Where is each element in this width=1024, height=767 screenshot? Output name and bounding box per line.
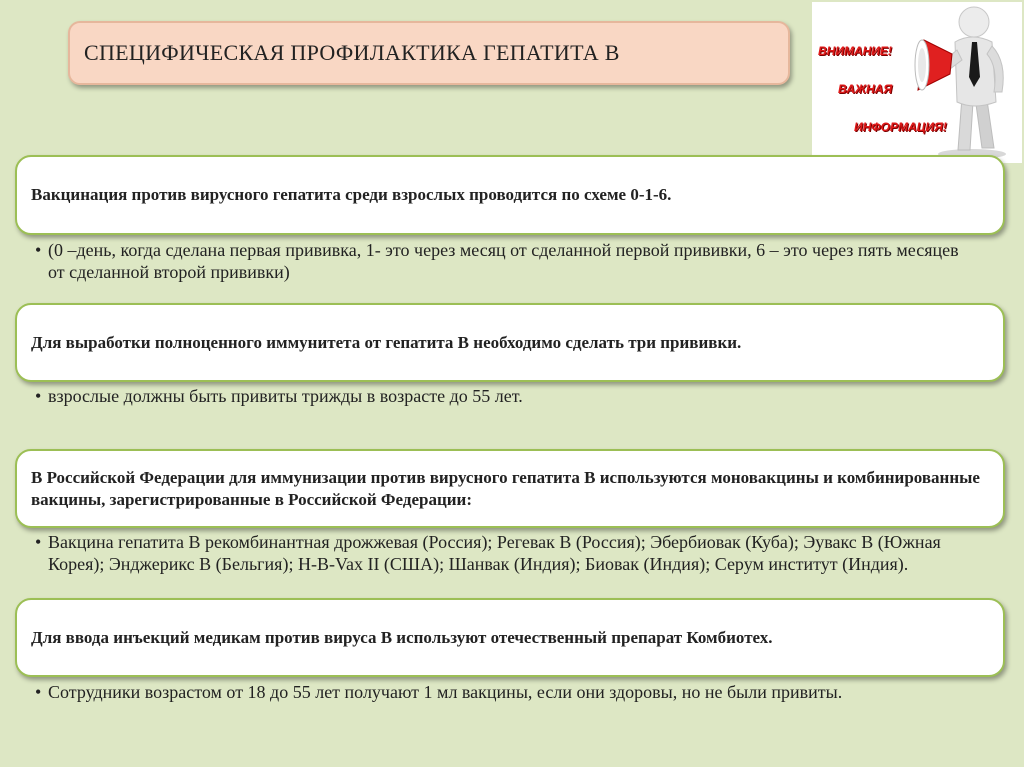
bullet-dot: • <box>35 240 42 260</box>
section-3-bullet <box>35 531 978 575</box>
warning-word-3: ИНФОРМАЦИЯ! <box>854 120 947 134</box>
section-4-bullet-text: Сотрудники возрастом от 18 до 55 лет получают 1 мл вакцины, если они здоровы, но не были привиты. <box>48 682 843 702</box>
bullet-dot: • <box>35 682 42 702</box>
section-1-heading: Вакцинация против вирусного гепатита среди взрослых проводится по схеме 0-1-6. <box>31 185 672 204</box>
bullet-dot: • <box>35 532 42 552</box>
section-4-heading: Для ввода инъекций медикам против вируса В используют отечественный препарат Комбиотех. <box>31 627 773 647</box>
section-1-bullet-text: (0 –день, когда сделана первая прививка, 1- это через месяц от сделанной первой прививки, 6 – это через пять месяцев от сделанной второй прививки) <box>48 240 959 282</box>
section-1-bullet <box>35 239 978 283</box>
section-4-bullet <box>35 681 978 703</box>
warning-illustration <box>812 2 1022 163</box>
section-4-heading-box <box>15 598 1005 677</box>
section-2-bullet-text: взрослые должны быть привиты трижды в возрасте до 55 лет. <box>48 386 523 406</box>
section-1-heading-box <box>15 155 1005 235</box>
section-2-bullet <box>35 385 978 407</box>
bullet-dot: • <box>35 386 42 406</box>
title-box <box>68 21 790 85</box>
section-2-heading-box <box>15 303 1005 382</box>
section-3-bullet-text: Вакцина гепатита В рекомбинантная дрожжевая (Россия); Регевак В (Россия); Эбербиовак (Куба); Эувакс В (Южная Корея); Энджерикс В (Бельгия); H-B-Vax II (США); Шанвак (Индия); Биовак (Индия); Серум институт (Индия). <box>48 532 941 574</box>
slide-title: СПЕЦИФИЧЕСКАЯ ПРОФИЛАКТИКА ГЕПАТИТА В <box>84 40 620 65</box>
section-2-heading: Для выработки полноценного иммунитета от гепатита В необходимо сделать три прививки. <box>31 332 742 352</box>
warning-word-2: ВАЖНАЯ <box>838 82 893 96</box>
warning-word-1: ВНИМАНИЕ! <box>818 44 892 58</box>
section-3-heading: В Российской Федерации для иммунизации против вирусного гепатита В используются моновакцины и комбинированные вакцины, зарегистрированные в Российской Федерации: <box>31 467 980 509</box>
section-3-heading-box <box>15 449 1005 528</box>
